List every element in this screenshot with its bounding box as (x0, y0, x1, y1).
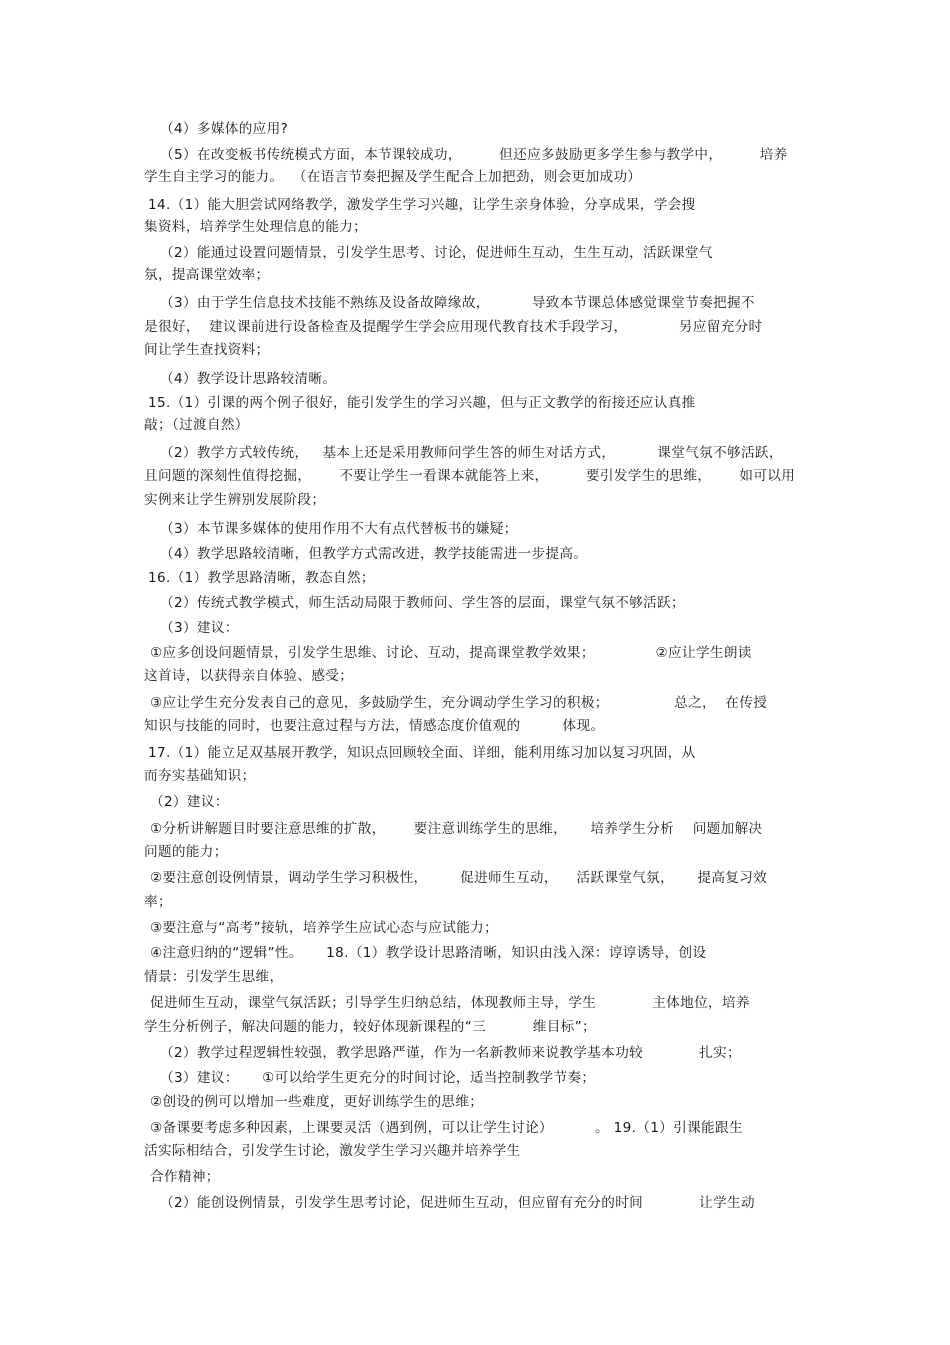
text-line: （4）教学思路较清晰，但教学方式需改进，教学技能需进一步提高。 (160, 546, 588, 562)
text-line: 知识与技能的同时，也要注意过程与方法，情感态度价值观的 体现。 (144, 718, 605, 734)
text-line: ①分析讲解题目时要注意思维的扩散， 要注意训练学生的思维， 培养学生分析 问题加解决 (150, 821, 763, 837)
text-line: 敲；（过渡自然） (144, 417, 249, 433)
text-line: 活实际相结合，引发学生讨论，激发学生学习兴趣并培养学生 (144, 1143, 521, 1159)
text-line: （5）在改变板书传统模式方面，本节课较成功， 但还应多鼓励更多学生参与教学中， 培养 (160, 147, 788, 163)
text-line: （4）教学设计思路较清晰。 (160, 371, 337, 387)
text-line: 15.（1）引课的两个例子很好，能引发学生的学习兴趣，但与正文教学的衔接还应认真推 (148, 395, 696, 411)
text-line: （2）能创设例情景，引发学生思考讨论，促进师生互动，但应留有充分的时间 让学生动 (160, 1195, 755, 1211)
text-line: （4）多媒体的应用? (160, 121, 289, 137)
text-line: 而夯实基础知识； (144, 768, 256, 784)
text-line: ②创设的例可以增加一些难度，更好训练学生的思维； (150, 1094, 484, 1110)
text-line: 促进师生互动，课堂气氛活跃；引导学生归纳总结，体现教师主导，学生 主体地位，培养 (150, 995, 750, 1011)
text-line: （3）由于学生信息技术技能不熟练及设备故障缘故， 导致本节课总体感觉课堂节奏把握不 (160, 295, 755, 311)
text-line: 这首诗，以获得亲自体验、感受； (144, 668, 354, 684)
text-line: 间让学生查找资料； (144, 342, 270, 358)
text-line: 且问题的深刻性值得挖掘， 不要让学生一看课本就能答上来， 要引发学生的思维， 如可以用 (144, 468, 796, 484)
text-line: 问题的能力； (144, 844, 228, 860)
text-line: （2）教学过程逻辑性较强，教学思路严谨，作为一名新教师来说教学基本功较 扎实； (160, 1045, 741, 1061)
text-line: 实例来让学生辨别发展阶段； (144, 492, 326, 508)
text-line: ③备课要考虑多种因素，上课要灵活（遇到例，可以让学生讨论） 。 19.（1）引课能跟生 (150, 1120, 743, 1136)
text-line: 情景：引发学生思维， (144, 969, 284, 985)
text-line: （3）建议： (160, 620, 239, 636)
text-line: （3）建议： ①可以给学生更充分的时间讨论，适当控制教学节奏； (160, 1070, 596, 1086)
text-line: （3）本节课多媒体的使用作用不大有点代替板书的嫌疑； (160, 521, 518, 537)
text-line: ③应让学生充分发表自己的意见，多鼓励学生，充分调动学生学习的积极； 总之， 在传授 (150, 695, 768, 711)
text-line: ③要注意与“高考”接轨，培养学生应试心态与应试能力； (150, 920, 499, 936)
text-line: 16.（1）教学思路清晰，教态自然； (148, 570, 375, 586)
text-line: 合作精神； (150, 1169, 220, 1185)
text-line: （2）教学方式较传统， 基本上还是采用教师问学生答的师生对话方式， 课堂气氛不够活跃， (160, 445, 783, 461)
text-line: 率； (144, 894, 172, 910)
text-line: 学生自主学习的能力。 （在语言节奏把握及学生配合上加把劲，则会更加成功） (144, 169, 642, 185)
text-line: ④注意归纳的“逻辑”性。 18.（1）教学设计思路清晰，知识由浅入深：谆谆诱导，创设 (150, 945, 707, 961)
text-line: （2）传统式教学模式，师生活动局限于教师问、学生答的层面，课堂气氛不够活跃； (160, 595, 685, 611)
text-line: （2）能通过设置问题情景，引发学生思考、讨论，促进师生互动，生生互动，活跃课堂气 (160, 245, 713, 261)
text-line: ②要注意创设例情景，调动学生学习积极性， 促进师生互动， 活跃课堂气氛， 提高复习效 (150, 870, 768, 886)
text-line: 是很好， 建议课前进行设备检查及提醒学生学会应用现代教育技术手段学习， 另应留充分时 (144, 319, 763, 335)
text-line: ①应多创设问题情景，引发学生思维、讨论、互动，提高课堂教学效果； ②应让学生朗读 (150, 645, 752, 661)
text-line: 14.（1）能大胆尝试网络教学，激发学生学习兴趣，让学生亲身体验，分享成果，学会搜 (148, 197, 696, 213)
text-line: 氛，提高课堂效率； (144, 267, 270, 283)
text-line: 17.（1）能立足双基展开教学，知识点回顾较全面、详细，能利用练习加以复习巩固，从 (148, 745, 696, 761)
text-line: 学生分析例子，解决问题的能力，较好体现新课程的“三 维目标”； (144, 1019, 596, 1035)
text-line: （2）建议： (150, 794, 229, 810)
text-line: 集资料，培养学生处理信息的能力； (144, 219, 368, 235)
